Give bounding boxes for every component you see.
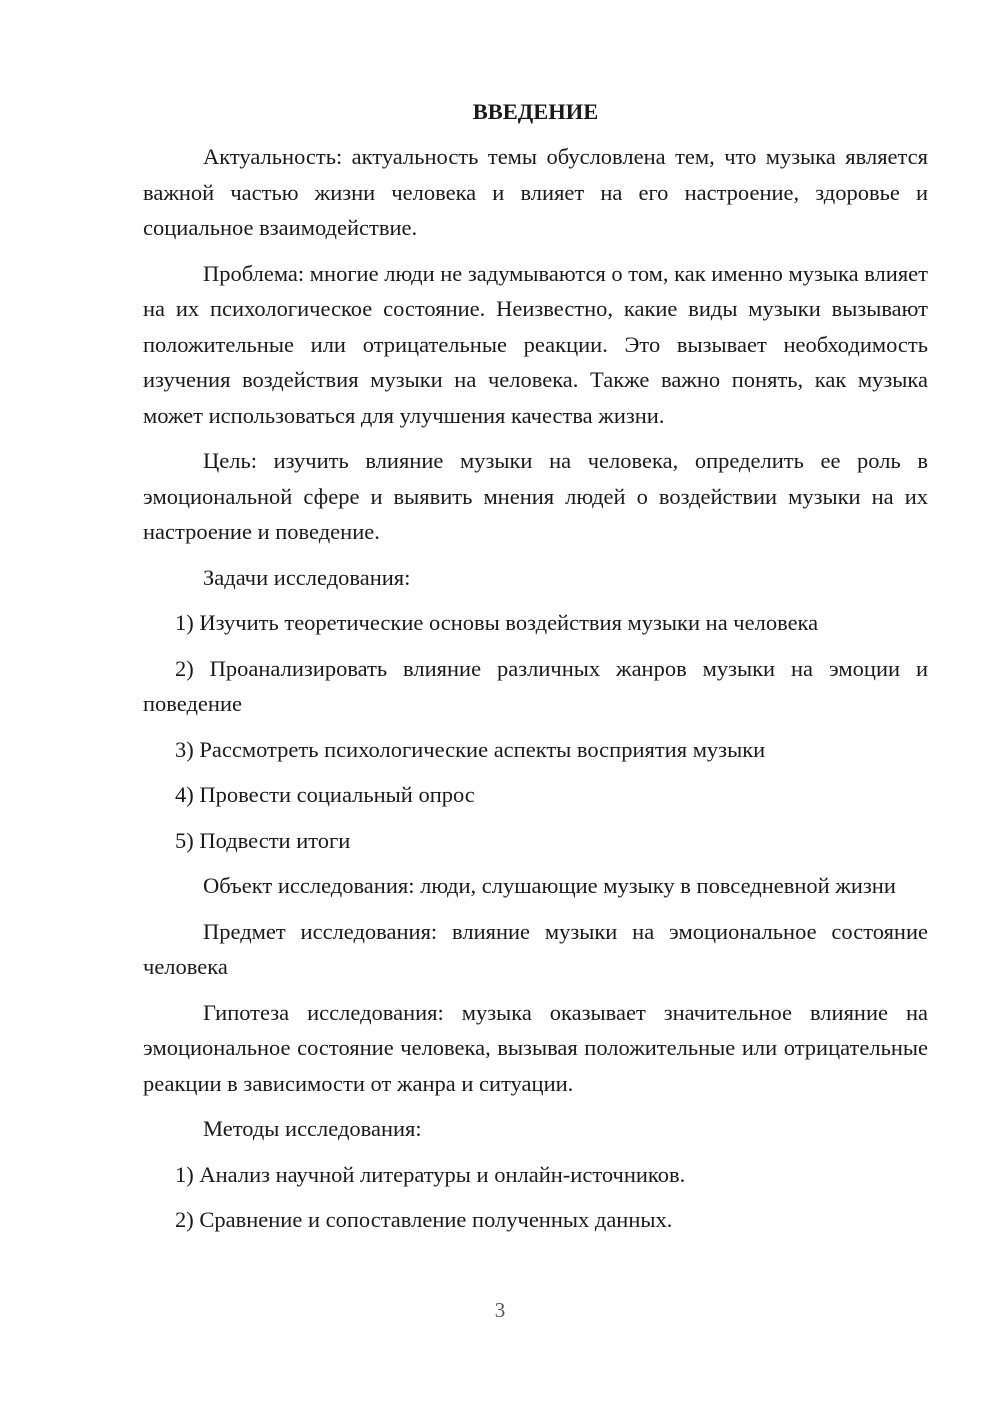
section-title: ВВЕДЕНИЕ bbox=[472, 99, 599, 124]
methods-heading: Методы исследования: bbox=[203, 1116, 422, 1141]
task-item-2: 2) Проанализировать влияние различных жанров музыки на эмоции и поведение bbox=[143, 655, 928, 716]
goal-paragraph: Цель: изучить влияние музыки на человека, определить ее роль в эмоциональной сфере и выявить мнения людей о воздействии музыки на их настроение и поведение. bbox=[143, 448, 928, 544]
method-item-2: 2) Сравнение и сопоставление полученных данных. bbox=[175, 1207, 673, 1232]
hypothesis-paragraph: Гипотеза исследования: музыка оказывает значительное влияние на эмоциональное состояние человека, вызывая положительные или отрицательные реакции в зависимости от жанра и ситуации. bbox=[143, 999, 928, 1096]
task-item-3: 3) Рассмотреть психологические аспекты восприятия музыки bbox=[175, 736, 766, 762]
task-item-1: 1) Изучить теоретические основы воздействия музыки на человека bbox=[175, 610, 819, 635]
method-item-1: 1) Анализ научной литературы и онлайн-источников. bbox=[175, 1161, 686, 1187]
page-number: 3 bbox=[494, 1298, 506, 1322]
document-page bbox=[143, 94, 928, 1248]
object-paragraph: Объект исследования: люди, слушающие музыку в повседневной жизни bbox=[203, 873, 896, 898]
task-item-4: 4) Провести социальный опрос bbox=[175, 782, 475, 807]
relevance-paragraph: Актуальность: актуальность темы обусловлена тем, что музыка является важной частью жизни человека и влияет на его настроение, здоровье и социальное взаимодействие. bbox=[143, 144, 928, 240]
tasks-heading: Задачи исследования: bbox=[203, 564, 411, 590]
problem-paragraph: Проблема: многие люди не задумываются о том, как именно музыка влияет на их психологическое состояние. Неизвестно, какие виды музыки вызывают положительные или отрицательные реакции. Это вызывает необходимость изучения воздействия музыки на человека. Также важно понять, как музыка может использоваться для улучшения качества жизни. bbox=[143, 260, 928, 428]
task-item-5: 5) Подвести итоги bbox=[175, 827, 351, 853]
subject-paragraph: Предмет исследования: влияние музыки на эмоциональное состояние человека bbox=[143, 918, 928, 979]
